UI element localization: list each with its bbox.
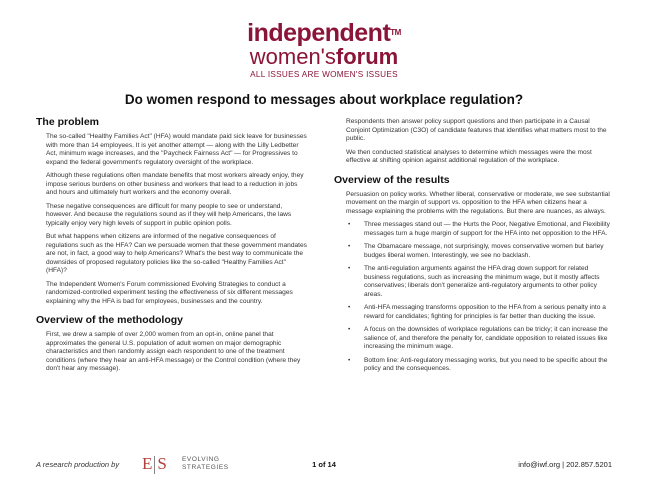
section-heading-problem: The problem — [36, 116, 100, 128]
results-list — [334, 221, 612, 374]
results-intro: Persuasion on policy works. Whether liberal, conservative or moderate, we see substantial movement on the margin of support vs. opposition to the HFA when citizens hear a message explaining the problems with the regulations. But there are nuances, as always. — [346, 190, 610, 215]
bullet-icon: • — [348, 265, 351, 272]
section-heading-results: Overview of the results — [334, 173, 450, 186]
problem-paragraph: These negative consequences are difficult for many people to see or understand, however. And because the regulations sound as if they will help Americans, the laws typically enjoy very high levels of support in public opinion polls. — [46, 202, 292, 227]
list-item: • The Obamacare message, not surprisingly, moves conservative women but barley budges liberal women. Interestingly, we see no backlash. — [348, 243, 604, 259]
bullet-icon: • — [348, 243, 351, 250]
production-credit: A research production by — [36, 460, 120, 469]
bullet-icon: • — [348, 326, 351, 333]
page-footer — [36, 454, 612, 484]
bullet-icon: • — [348, 356, 351, 364]
logo-word-womens: women's — [249, 44, 336, 69]
logo-trademark: TM — [390, 28, 401, 37]
bullet-icon: • — [348, 304, 351, 311]
problem-paragraph: The so-called "Healthy Families Act" (HFA) would mandate paid sick leave for businesses with more than 14 employees. It is yet another attempt — along with the Lilly Ledbetter Act, minimum wage increases, and the "Paycheck Fairness Act" — for Progressives to expand the federal government's regulatory oversight of the workplace. — [46, 133, 307, 166]
list-item: • Anti-HFA messaging transforms opposition to the HFA from a serious penalty into a reward for candidates; fighting for principles is far better than ducking the issue. — [348, 304, 606, 320]
left-column — [36, 116, 308, 379]
evolving-strategies-name: EVOLVING STRATEGIES — [182, 456, 229, 471]
section-heading-methodology: Overview of the methodology — [36, 314, 184, 326]
page-number: 1 of 14 — [312, 460, 336, 469]
document-headline: Do women respond to messages about workplace regulation? — [124, 92, 524, 107]
problem-paragraph: The Independent Women's Forum commissioned Evolving Strategies to conduct a randomized-controlled experiment testing the effectiveness of six different messages explaining why the HFA is bad for employees, businesses and the country. — [46, 280, 293, 305]
contact-info: info@iwf.org | 202.857.5201 — [518, 460, 612, 469]
methodology-paragraph: First, we drew a sample of over 2,000 women from an opt-in, online panel that approximates the general U.S. population of adult women on major demographic characteristics and then randomly assign each respondent to one of the treatment conditions (where they hear an anti-HFA message) or the Control condition (where they don't hear any message). — [46, 331, 301, 372]
evolving-strategies-logo: E S — [142, 454, 167, 473]
problem-paragraph: But what happens when citizens are informed of the negative consequences of regulations such as the HFA? Can we persuade women that these government mandates are not, in fact, a good way to help Americans? What's the best way to communicate the downsides of proposed regulatory policies like the so-called "Healthy Families Act" (HFA)? — [46, 233, 307, 274]
iwf-logo — [0, 20, 648, 79]
list-item: • The anti-regulation arguments against the HFA drag down support for related business regulations, such as increasing the minimum wage, but it mostly affects conservatives; liberals don't generalize anti-regulatory arguments to other policy areas. — [348, 265, 600, 298]
problem-paragraph: Although these regulations often mandate benefits that most workers already enjoy, they impose serious burdens on other business and workers that lead to a reduction in jobs and hours and ultimately hurt workers and the economy overall. — [46, 172, 304, 196]
logo-word-forum: forum — [335, 44, 399, 69]
list-item: • Three messages stand out — the Hurts the Poor, Negative Emotional, and Flexibility messages turn a huge margin of support for the HFA into net opposition to the HFA. — [348, 221, 610, 237]
list-item: • Bottom line: Anti-regulatory messaging works, but you need to be specific about the policy and the consequences. — [348, 356, 608, 372]
logo-word-independent: independent — [247, 19, 391, 47]
methodology-paragraph: We then conducted statistical analyses to determine which messages were the most effective at shifting opinion against additional regulation of the workplace. — [346, 148, 592, 164]
bullet-icon: • — [348, 221, 351, 228]
logo-tagline: ALL ISSUES ARE WOMEN'S ISSUES — [250, 70, 398, 79]
methodology-paragraph: Respondents then answer policy support questions and then participate in a Causal Conjoint Optimization (C3O) of candidate features that identifies what matters most to the public. — [346, 118, 607, 142]
right-column — [334, 118, 612, 379]
list-item: • A focus on the downsides of workplace regulations can be tricky; it can increase the salience of, and therefore the penalty for, candidate opposition to related issues like increasing the minimum wage. — [348, 326, 608, 350]
